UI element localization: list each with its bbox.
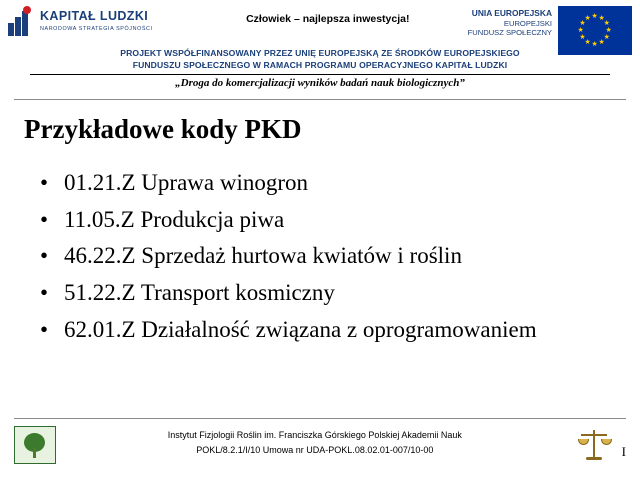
bullet-dot-icon: • (40, 316, 49, 342)
bullet-list (38, 167, 640, 346)
eu-star-icon: ★ (598, 14, 605, 22)
footer-content (0, 426, 640, 464)
list-item-label: 46.22.Z Sprzedaż hurtowa kwiatów i roślin (64, 243, 462, 269)
header-quote: „Droga do komercjalizacji wyników badań nauk biologicznych” (175, 77, 465, 90)
list-item (38, 240, 624, 273)
list-item-label: 11.05.Z Produkcja piwa (64, 206, 285, 232)
header-tagline: Człowiek – najlepsza inwestycja! (246, 13, 410, 25)
list-item-label: 62.01.Z Działalność związana z oprogramowaniem (64, 316, 537, 342)
eu-star-icon: ★ (591, 41, 598, 48)
scales-logo-icon (574, 426, 614, 462)
header-project-line-1: PROJEKT WSPÓŁFINANSOWANY PRZEZ UNIĘ EUROPEJSKĄ ZE ŚRODKÓW EUROPEJSKIEGO (120, 48, 520, 58)
footer-divider (14, 418, 626, 419)
bullet-dot-icon: • (40, 243, 49, 269)
bullet-dot-icon: • (40, 279, 49, 305)
eu-star-icon: ★ (591, 13, 598, 20)
header-top-row (0, 0, 640, 46)
eu-star-icon: ★ (577, 27, 584, 34)
eu-flag-icon (558, 6, 632, 55)
kapital-ludzki-logo (8, 6, 188, 36)
bullet-dot-icon: • (40, 170, 49, 195)
eu-star-icon: ★ (603, 34, 610, 41)
list-item-label: 51.22.Z Transport kosmiczny (64, 279, 335, 305)
header-tagline-wrap (188, 6, 468, 25)
kapital-ludzki-text (40, 10, 153, 31)
list-item-label: 01.21.Z Uprawa winogron (64, 170, 309, 195)
list-item (38, 204, 624, 237)
bullet-dot-icon: • (40, 206, 49, 232)
kapital-ludzki-subtitle: NARODOWA STRATEGIA SPÓJNOŚCI (40, 25, 153, 32)
eu-line-3: FUNDUSZ SPOŁECZNY (467, 27, 552, 37)
eu-star-icon: ★ (605, 27, 612, 34)
list-item (38, 167, 624, 200)
header-project-line-2: FUNDUSZU SPOŁECZNEGO W RAMACH PROGRAMU OPERACYJNEGO KAPITAŁ LUDZKI (132, 59, 508, 70)
eu-star-icon: ★ (579, 34, 586, 41)
eu-text-block (468, 6, 552, 37)
header-divider-top (30, 74, 610, 75)
eu-star-icon: ★ (579, 20, 586, 27)
list-item (38, 277, 624, 310)
page-number: I (621, 444, 626, 459)
list-item (38, 314, 624, 347)
footer-text-block (56, 426, 574, 459)
page-title: Przykładowe kody PKD (24, 114, 302, 144)
eu-star-icon: ★ (598, 39, 605, 47)
eu-star-icon: ★ (603, 20, 610, 27)
kapital-ludzki-mark-icon (8, 6, 34, 36)
footer-right-block (574, 426, 626, 462)
header-divider-bottom (14, 99, 626, 100)
slide-header (0, 0, 640, 100)
kapital-ludzki-title: KAPITAŁ LUDZKI (40, 9, 149, 24)
eu-line-2: EUROPEJSKI (503, 18, 552, 28)
eu-star-icon: ★ (584, 14, 591, 22)
footer-line-2: POKL/8.2.1/I/10 Umowa nr UDA-POKL.08.02.01-007/10-00 (196, 445, 434, 456)
slide-footer (0, 418, 640, 480)
eu-star-icon: ★ (584, 39, 591, 47)
eu-line-1: UNIA EUROPEJSKA (471, 8, 552, 18)
institute-tree-logo-icon (14, 426, 56, 464)
footer-line-1: Instytut Fizjologii Roślin im. Franciszka Górskiego Polskiej Akademii Nauk (167, 430, 462, 440)
